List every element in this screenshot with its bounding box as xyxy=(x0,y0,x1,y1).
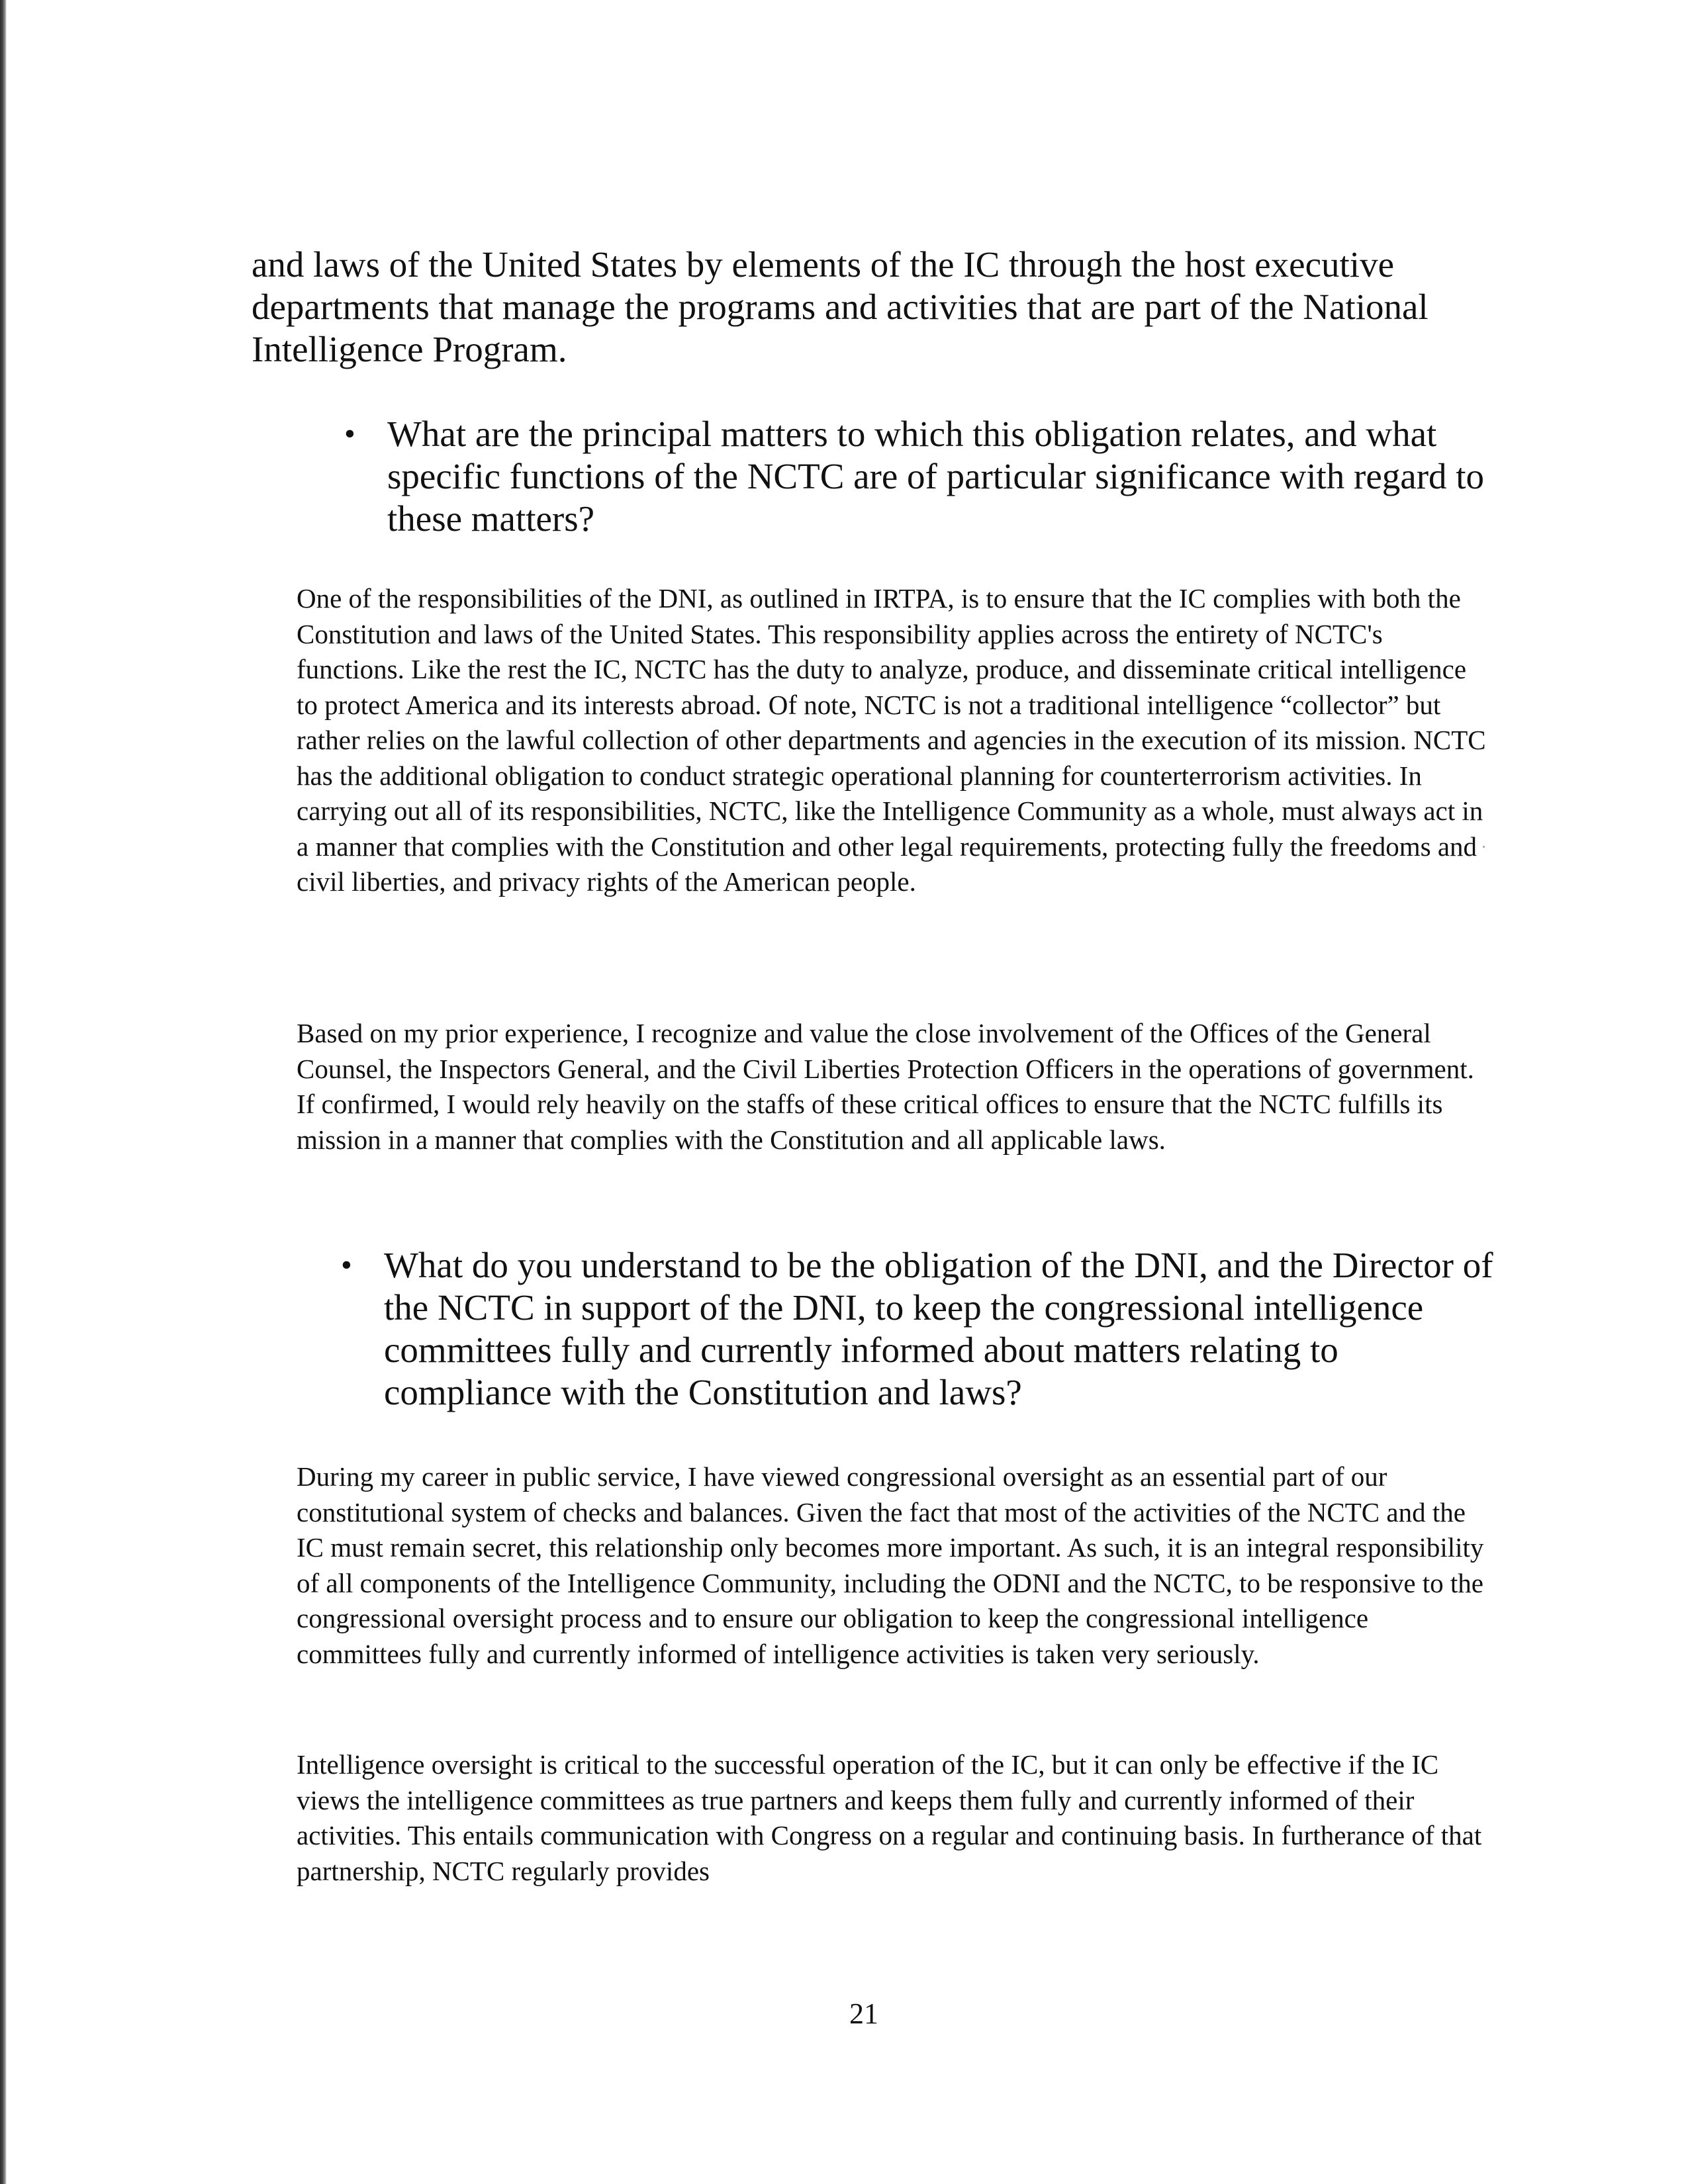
answer-paragraph-1: One of the responsibilities of the DNI, as outlined in IRTPA, is to ensure that the IC complies with both the Constitution and laws of the United States. This responsibility applies across the entirety of NCTC's functions. Like the rest the IC, NCTC has the duty to analyze, produce, and disseminate critical intelligence to protect America and its interests abroad. Of note, NCTC is not a traditional intelligence “collector” but rather relies on the lawful collection of other departments and agencies in the execution of its mission. NCTC has the additional obligation to conduct strategic operational planning for counterterrorism activities. In carrying out all of its responsibilities, NCTC, like the Intelligence Community as a whole, must always act in a manner that complies with the Constitution and other legal requirements, protecting fully the freedoms and civil liberties, and privacy rights of the American people. xyxy=(297,583,1486,897)
page-number: 21 xyxy=(849,1997,878,2030)
bullet-dot-icon: • xyxy=(344,416,355,451)
answer-paragraph-2: Based on my prior experience, I recognize and value the close involvement of the Offices of the General Counsel, the Inspectors General, and the Civil Liberties Protection Officers in the operations of government. If confirmed, I would rely heavily on the staffs of these critical offices to ensure that the NCTC fulfills its mission in a manner that complies with the Constitution and all applicable laws. xyxy=(297,1018,1474,1155)
lead-paragraph: and laws of the United States by elements of the IC through the host executive departments that manage the programs and activities that are part of the National Intelligence Program. xyxy=(252,244,1429,369)
question-bullet-1 xyxy=(298,413,1503,540)
question-text-1: What are the principal matters to which this obligation relates, and what specific functions of the NCTC are of particular significance with regard to these matters? xyxy=(387,414,1485,539)
bullet-dot-icon: • xyxy=(341,1248,352,1283)
scan-speck xyxy=(1483,846,1485,848)
question-bullet-2 xyxy=(295,1244,1499,1414)
answer-paragraph-3: During my career in public service, I have viewed congressional oversight as an essential part of our constitutional system of checks and balances. Given the fact that most of the activities of the NCTC and the IC must remain secret, this relationship only becomes more important. As such, it is an integral responsibility of all components of the Intelligence Community, including the ODNI and the NCTC, to be responsive to the congressional oversight process and to ensure our obligation to keep the congressional intelligence committees fully and currently informed of intelligence activities is taken very seriously. xyxy=(297,1461,1484,1669)
scan-edge xyxy=(0,0,7,2184)
question-text-2: What do you understand to be the obligation of the DNI, and the Director of the NCTC in support of the DNI, to keep the congressional intelligence committees fully and currently informed about matters relating to compliance with the Constitution and laws? xyxy=(384,1245,1493,1412)
answer-paragraph-4: Intelligence oversight is critical to the successful operation of the IC, but it can only be effective if the IC views the intelligence committees as true partners and keeps them fully and currently informed of their activities. This entails communication with Congress on a regular and continuing basis. In furtherance of that partnership, NCTC regularly provides xyxy=(297,1749,1482,1886)
